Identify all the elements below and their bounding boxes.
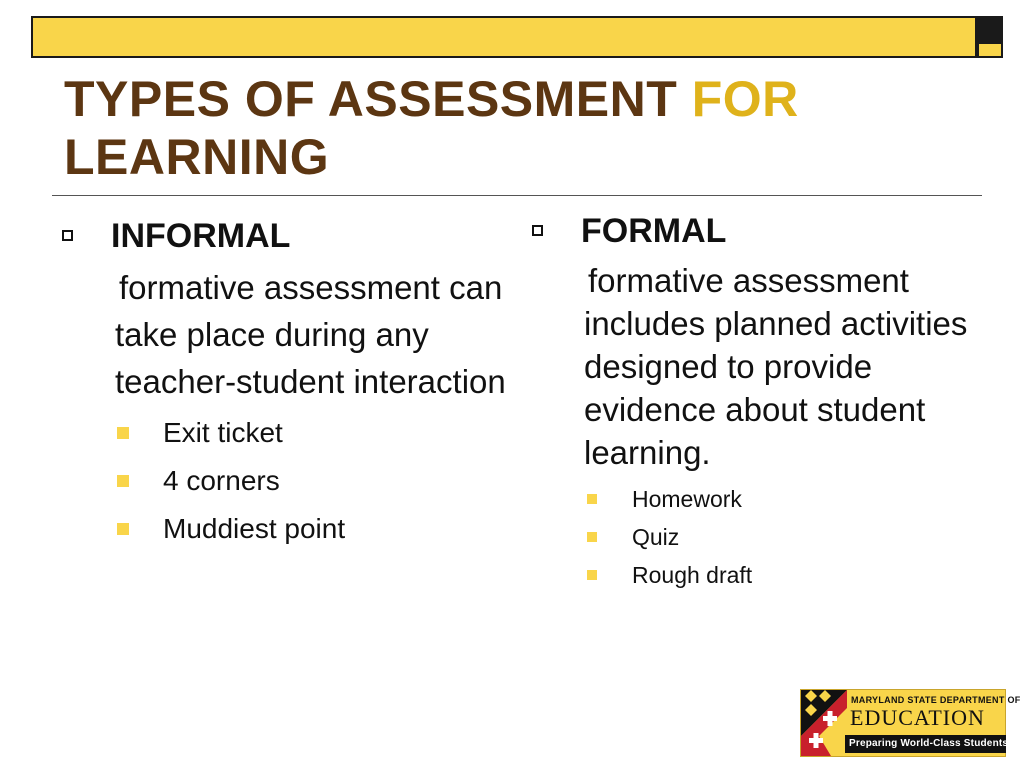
list-item-label: Exit ticket [163,417,283,448]
formal-bullet [532,203,1007,259]
formal-description: formative assessment includes planned activities designed to provide evidence about student learning. [584,262,968,471]
informal-examples-list [117,409,522,553]
filled-square-icon [117,427,129,439]
logo-org-name: MARYLAND STATE DEPARTMENT OF [851,695,1021,705]
list-item-label: 4 corners [163,465,280,496]
title-line-2: LEARNING [64,129,330,185]
maryland-flag-icon [801,690,847,756]
hollow-square-icon [62,230,73,241]
list-item-label: Muddiest point [163,513,346,544]
filled-square-icon [587,494,597,504]
header-corner-accent [979,44,1001,56]
formal-heading: FORMAL [581,212,727,250]
filled-square-icon [587,570,597,580]
msde-logo [800,689,1021,757]
list-item [117,409,522,457]
logo-tagline: Preparing World-Class Students [849,738,1009,749]
informal-heading: INFORMAL [111,217,291,255]
list-item-label: Homework [632,485,742,512]
header-banner [31,16,977,58]
filled-square-icon [117,523,129,535]
list-item-label: Rough draft [632,561,753,588]
list-item [587,518,1007,556]
slide-title [64,70,964,186]
title-main: TYPES OF ASSESSMENT [64,71,678,127]
logo-wordmark: EDUCATION [850,705,985,730]
informal-bullet [62,208,522,264]
title-divider [52,195,982,196]
list-item [587,556,1007,594]
formal-examples-list [587,480,1007,594]
hollow-square-icon [532,225,543,236]
informal-column [62,208,522,553]
list-item [117,457,522,505]
filled-square-icon [587,532,597,542]
list-item-label: Quiz [632,523,680,550]
formal-column [532,203,1007,594]
filled-square-icon [117,475,129,487]
list-item [117,505,522,553]
title-accent: FOR [691,71,799,127]
informal-description: formative assessment can take place during any teacher-student interaction [115,269,506,400]
list-item [587,480,1007,518]
